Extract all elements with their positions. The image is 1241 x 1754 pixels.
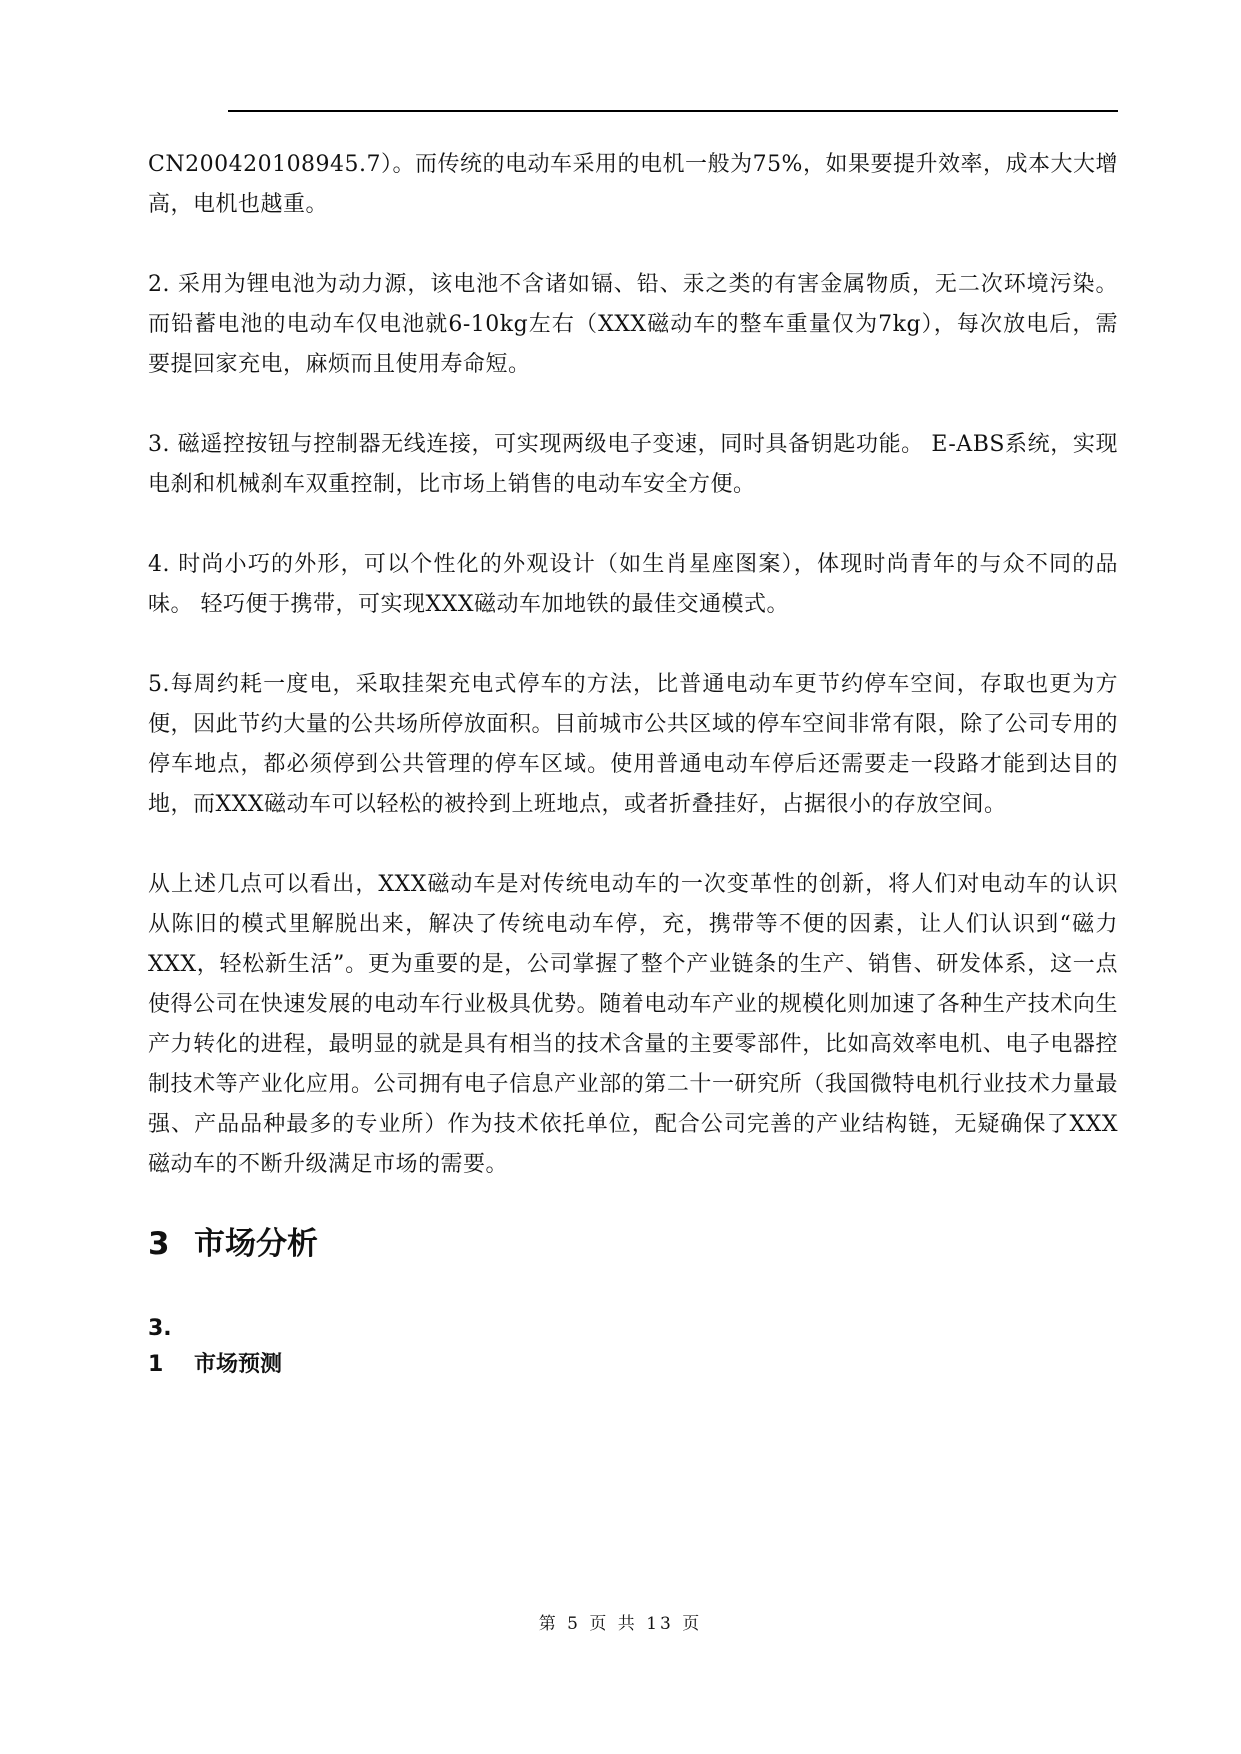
section-title: 市场分析 (194, 1226, 318, 1262)
paragraph-motor-efficiency: CN200420108945.7）。而传统的电动车采用的电机一般为75%，如果要提升效率，成本大大增高，电机也越重。 (148, 152, 1118, 217)
paragraph-parking: 5.每周约耗一度电，采取挂架充电式停车的方法，比普通电动车更节约停车空间，存取也更为方便，因此节约大量的公共场所停放面积。目前城市公共区域的停车空间非常有限，除了公司专用的停车地点，都必须停到公共管理的停车区域。使用普通电动车停后还需要走一段路才能到达目的地，而XXX磁动车可以轻松的被拎到上班地点，或者折叠挂好，占据很小的存放空间。 (148, 672, 1118, 817)
page-footer: 第 5 页 共 13 页 (538, 1614, 703, 1634)
section-number: 3 (148, 1226, 170, 1262)
subsection-number: 3. 1 (148, 1316, 172, 1377)
document-body (148, 145, 1118, 1383)
subsection-title: 市场预测 (194, 1352, 283, 1377)
paragraph-design: 4. 时尚小巧的外形，可以个性化的外观设计（如生肖星座图案），体现时尚青年的与众不同的品味。 轻巧便于携带，可实现XXX磁动车加地铁的最佳交通模式。 (148, 552, 1118, 617)
subsection-heading (148, 1311, 1118, 1383)
paragraph-summary: 从上述几点可以看出，XXX磁动车是对传统电动车的一次变革性的创新，将人们对电动车的认识从陈旧的模式里解脱出来，解决了传统电动车停，充，携带等不便的因素，让人们认识到“磁力XXX，轻松新生活”。更为重要的是，公司掌握了整个产业链条的生产、销售、研发体系，这一点使得公司在快速发展的电动车行业极具优势。随着电动车产业的规模化则加速了各种生产技术向生产力转化的进程，最明显的就是具有相当的技术含量的主要零部件，比如高效率电机、电子电器控制技术等产业化应用。公司拥有电子信息产业部的第二十一研究所（我国微特电机行业技术力量最强、产品品种最多的专业所）作为技术依托单位，配合公司完善的产业结构链，无疑确保了XXX磁动车的不断升级满足市场的需要。 (148, 872, 1118, 1177)
section-heading (148, 1219, 1118, 1269)
header-rule (228, 110, 1118, 112)
paragraph-lithium-battery: 2. 采用为锂电池为动力源，该电池不含诸如镉、铅、汞之类的有害金属物质，无二次环境污染。而铅蓄电池的电动车仅电池就6-10kg左右（XXX磁动车的整车重量仅为7kg），每次放电后，需要提回家充电，麻烦而且使用寿命短。 (148, 272, 1118, 377)
paragraph-remote-control: 3. 磁遥控按钮与控制器无线连接，可实现两级电子变速，同时具备钥匙功能。 E-ABS系统，实现电刹和机械刹车双重控制，比市场上销售的电动车安全方便。 (148, 432, 1118, 497)
